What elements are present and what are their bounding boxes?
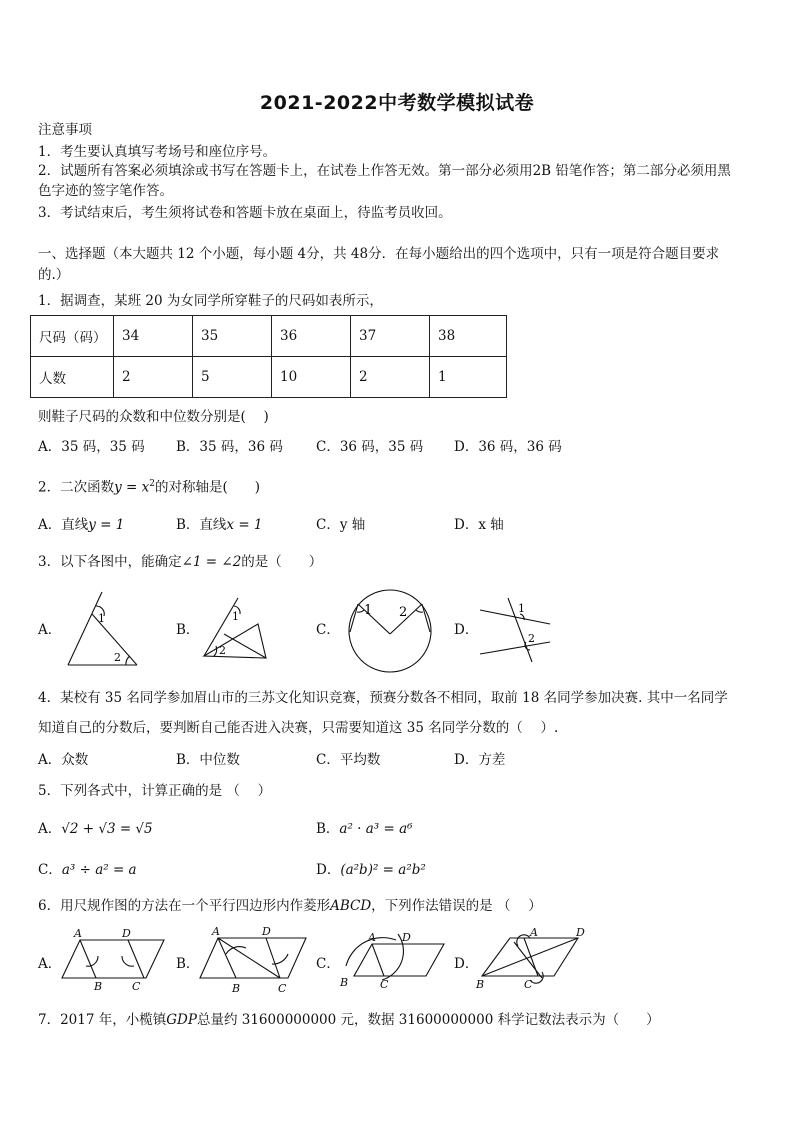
q3-stem-pre: 3．以下各图中，能确定 [38, 554, 182, 570]
q4-option-a: A．众数 [38, 752, 89, 768]
q5-option-a [38, 820, 153, 838]
q7-stem-post: 总量约 31600000000 元，数据 31600000000 科学记数法表示为（ ） [196, 1012, 660, 1028]
section-heading-cont: 的.） [38, 267, 70, 283]
point-label: A [74, 927, 82, 940]
q3-label-b: B． [176, 622, 200, 638]
table-cell: 5 [193, 357, 272, 398]
point-label: A [212, 925, 220, 938]
q6-formula: ABCD [330, 898, 372, 914]
point-label: C [380, 978, 389, 991]
q5-option-d-expr: (a²b)² = a²b² [340, 862, 426, 878]
q6-label-c: C． [316, 956, 340, 972]
q5-option-c-expr: a³ ÷ a² = a [61, 862, 137, 878]
q6-label-d: D． [454, 956, 479, 972]
q3-label-c: C． [316, 622, 340, 638]
point-label: B [232, 982, 241, 995]
q5-option-a-expr: √2 + √3 = √5 [61, 821, 153, 837]
q2-option-a [38, 516, 124, 534]
point-label: B [94, 980, 103, 993]
point-label: D [262, 925, 271, 938]
table-cell: 36 [272, 316, 351, 357]
table-cell: 2 [114, 357, 193, 398]
q4-option-b: B．中位数 [176, 752, 240, 768]
q5-option-c [38, 861, 137, 879]
q3-stem [38, 553, 322, 571]
q6-stem-pre: 6．用尺规作图的方法在一个平行四边形内作菱形 [38, 898, 331, 914]
q4-stem-line2: 知道自己的分数后，要判断自己能否进入决赛，只需要知道这 35 名同学分数的（ ）. [38, 720, 559, 736]
table-cell: 37 [351, 316, 430, 357]
section-heading: 一、选择题（本大题共 12 个小题，每小题 4分，共 48分．在每小题给出的四个选项中，只有一项是符合题目要求 [38, 246, 720, 262]
angle-label: 1 [364, 603, 373, 618]
angle-label: 1 [518, 602, 525, 615]
angle-label: 1 [98, 612, 105, 625]
table-cell: 2 [351, 357, 430, 398]
q5-option-d-label: D． [316, 862, 341, 878]
q7-formula: GDP [166, 1012, 197, 1028]
q3-figure-a [60, 588, 146, 670]
q6-figure-a [60, 926, 166, 996]
angle-label: 1 [232, 610, 239, 623]
q2-option-b [176, 516, 263, 534]
q1-stem: 1．据调查，某班 20 为女同学所穿鞋子的尺码如表所示， [38, 293, 383, 309]
notice-item: 1．考生要认真填写考场号和座位序号。 [38, 144, 277, 160]
point-label: D [576, 926, 585, 939]
table-cell: 34 [114, 316, 193, 357]
q2-option-b-label: B．直线 [176, 517, 227, 533]
point-label: C [524, 978, 533, 991]
q4-option-d: D．方差 [454, 752, 506, 768]
angle-label: 2 [528, 632, 535, 645]
angle-label: 2 [114, 651, 121, 664]
table-cell: 人数 [31, 357, 114, 398]
q6-figure-b [196, 924, 308, 996]
shoe-size-table [30, 315, 507, 398]
table-cell: 10 [272, 357, 351, 398]
q5-option-b-label: B． [316, 821, 340, 837]
q2-stem-pre: 2．二次函数 [38, 479, 115, 496]
q2-stem [38, 475, 260, 497]
q3-formula: ∠1 = ∠2 [181, 554, 242, 570]
table-row [31, 316, 507, 357]
q1-option-d: D．36 码，36 码 [454, 439, 562, 455]
point-label: D [402, 931, 411, 944]
q2-stem-post: 的对称轴是( ) [154, 479, 261, 496]
q5-option-b [316, 820, 413, 838]
q2-option-a-label: A．直线 [38, 517, 89, 533]
point-label: A [368, 931, 376, 944]
q2-option-d: D．x 轴 [454, 517, 504, 533]
q5-option-a-label: A． [38, 821, 62, 837]
q2-formula: y = x [114, 479, 150, 496]
q3-label-a: A． [38, 622, 62, 638]
q6-figure-d [474, 924, 590, 994]
q5-option-c-label: C． [38, 862, 62, 878]
q5-option-b-expr: a² · a³ = a⁶ [339, 821, 413, 837]
q2-option-b-math: x = 1 [226, 517, 263, 533]
point-label: A [530, 926, 538, 939]
angle-label: 2 [399, 605, 408, 620]
page-title: 2021-2022中考数学模拟试卷 [259, 92, 535, 114]
table-cell: 35 [193, 316, 272, 357]
q1-option-a: A．35 码，35 码 [38, 439, 145, 455]
q3-figure-d [476, 594, 556, 666]
table-cell: 38 [430, 316, 507, 357]
q6-stem [38, 897, 542, 915]
q1-question: 则鞋子尺码的众数和中位数分别是( ) [38, 409, 269, 425]
q2-option-c: C．y 轴 [316, 517, 366, 533]
notice-item: 2．试题所有答案必须填涂或书写在答题卡上，在试卷上作答无效。第一部分必须用2B 铅笔作答；第二部分必须用黑 [38, 163, 731, 179]
q6-label-b: B． [176, 956, 200, 972]
table-row [31, 357, 507, 398]
q6-figure-c [336, 926, 446, 992]
q2-option-a-math: y = 1 [88, 517, 125, 533]
q3-label-d: D． [454, 622, 479, 638]
q5-stem: 5．下列各式中，计算正确的是 （ ） [38, 783, 272, 799]
q1-option-b: B．35 码，36 码 [176, 439, 283, 455]
table-cell: 1 [430, 357, 507, 398]
q3-figure-b [196, 594, 276, 664]
q7-stem [38, 1011, 660, 1029]
notice-item: 色字迹的签字笔作答。 [38, 183, 173, 199]
table-cell: 尺码（码） [31, 316, 114, 357]
q4-option-c: C．平均数 [316, 752, 381, 768]
point-label: C [278, 982, 287, 995]
q2-exponent: 2 [149, 479, 155, 489]
notice-item: 3．考试结束后，考生须将试卷和答题卡放在桌面上，待监考员收回。 [38, 205, 452, 221]
q1-option-c: C．36 码，35 码 [316, 439, 424, 455]
q6-label-a: A． [38, 956, 62, 972]
notice-heading: 注意事项 [38, 122, 92, 138]
q4-stem-line1: 4．某校有 35 名同学参加眉山市的三苏文化知识竞赛，预赛分数各不相同，取前 18 名同学参加决赛. 其中一名同学 [38, 690, 728, 706]
q3-stem-post: 的是（ ） [241, 554, 323, 570]
q5-option-d [316, 861, 426, 879]
point-label: B [340, 976, 349, 989]
point-label: D [122, 927, 131, 940]
q6-stem-post: ，下列作法错误的是 （ ） [371, 898, 542, 914]
point-label: B [476, 978, 485, 991]
point-label: C [132, 980, 141, 993]
angle-label: 2 [219, 644, 226, 657]
q3-figure-c [344, 588, 436, 676]
q7-stem-pre: 7．2017 年，小榄镇 [38, 1012, 167, 1028]
